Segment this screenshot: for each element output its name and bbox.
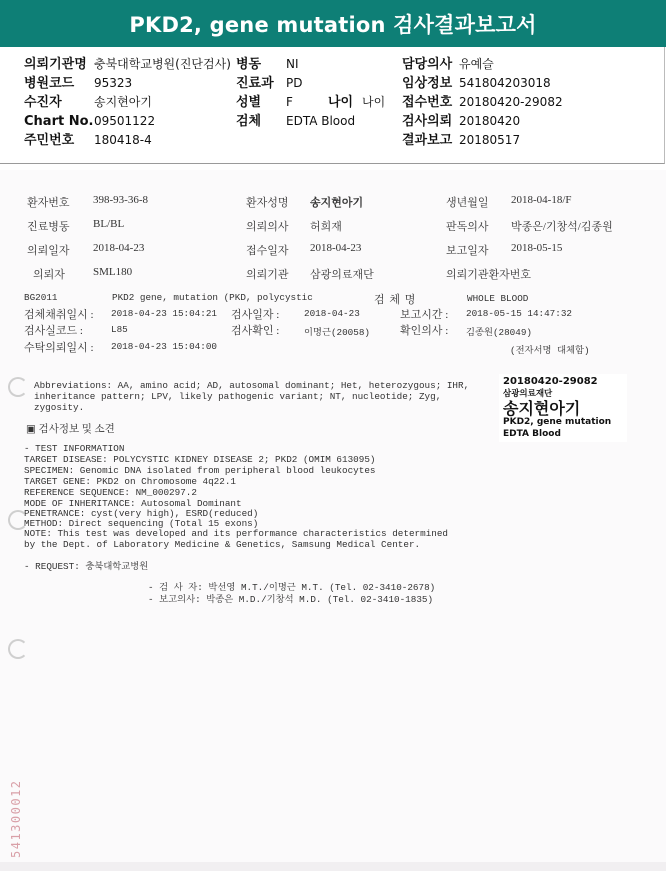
value-confirm-doctor: 김종원(28049) <box>466 327 532 338</box>
grid-value: 398-93-36-8 <box>93 194 148 206</box>
grid-label: 진료병동 <box>27 221 70 233</box>
header-value: PD <box>286 76 303 90</box>
info-line: - TEST INFORMATION <box>24 443 125 454</box>
binder-hole-icon <box>8 377 28 397</box>
header-label: 담당의사 <box>402 57 453 72</box>
grid-label: 환자성명 <box>246 197 289 209</box>
grid-label: 의뢰자 <box>33 269 65 281</box>
label-report-time: 보고시간 : <box>400 309 449 321</box>
header-value: EDTA Blood <box>286 114 356 128</box>
specimen-label: 검 체 명 <box>374 294 417 306</box>
specimen-label-sticker <box>499 374 627 442</box>
info-line: TARGET GENE: PKD2 on Chromosome 4q22.1 <box>24 476 237 487</box>
grid-label: 생년월일 <box>446 197 489 209</box>
grid-value: 박종은/기창석/김종원 <box>511 221 613 233</box>
abbrev-line: inheritance pattern; LPV, likely pathogenic variant; NT, nucleotide; Zyg, <box>34 391 442 402</box>
signer-line: - 검 사 자: 박선영 M.T./이명근 M.T. (Tel. 02-3410-2678) <box>148 582 436 593</box>
header-row-specimen <box>236 112 356 130</box>
label-confirm-doctor: 확인의사 : <box>400 325 449 337</box>
info-line: METHOD: Direct sequencing (Total 15 exons) <box>24 518 259 529</box>
info-line: REFERENCE SEQUENCE: NM_000297.2 <box>24 487 197 498</box>
grid-value: SML180 <box>93 266 133 278</box>
page-bottom-edge <box>0 862 666 871</box>
header-row-request-date <box>402 112 521 130</box>
grid-value: 2018-04-23 <box>310 242 362 254</box>
test-name: PKD2 gene, mutation (PKD, polycystic <box>112 292 313 303</box>
header-row-institution <box>24 55 231 73</box>
header-row-resident-no <box>24 131 152 149</box>
section-title: ▣ 검사정보 및 소견 <box>26 424 115 435</box>
header-label: 병원코드 <box>24 76 75 91</box>
grid-value: BL/BL <box>93 218 125 230</box>
header-row-sex <box>236 93 293 111</box>
header-label: 접수번호 <box>402 95 453 110</box>
header-row-age <box>328 93 386 111</box>
header-label: 진료과 <box>236 76 274 91</box>
specimen-value: WHOLE BLOOD <box>467 293 529 304</box>
value-report-time: 2018-05-15 14:47:32 <box>466 308 573 319</box>
grid-value: 2018-05-15 <box>511 242 563 254</box>
value-collection-time: 2018-04-23 15:04:21 <box>111 308 218 319</box>
grid-label: 의뢰기관환자번호 <box>446 269 532 281</box>
header-label: Chart No. <box>24 114 94 129</box>
header-label: 결과보고 <box>402 133 453 148</box>
value-lab-code: L85 <box>111 324 128 335</box>
esign-note: (전자서명 대체함) <box>510 345 590 356</box>
info-line: NOTE: This test was developed and its performance characteristics determined <box>24 528 449 539</box>
value-test-confirm: 이명근(20058) <box>304 327 370 338</box>
grid-label: 환자번호 <box>27 197 70 209</box>
grid-label: 의뢰기관 <box>246 269 289 281</box>
header-value: 송지현아기 <box>94 95 152 109</box>
grid-value: 삼광의료재단 <box>310 269 374 281</box>
grid-label: 접수일자 <box>246 245 289 257</box>
header-value: 충북대학교병원(진단검사) <box>94 57 231 71</box>
header-value: 20180517 <box>459 133 521 147</box>
header-row-doctor <box>402 55 494 73</box>
header-row-receipt-no <box>402 93 563 111</box>
binder-hole-icon <box>8 639 28 659</box>
sticker-number: 20180420-29082 <box>503 376 598 387</box>
grid-label: 판독의사 <box>446 221 489 233</box>
request-line: - REQUEST: 충북대학교병원 <box>24 561 149 572</box>
grid-value: 2018-04-18/F <box>511 194 572 206</box>
report-header <box>0 47 665 164</box>
value-consign-time: 2018-04-23 15:04:00 <box>111 341 218 352</box>
value-test-date: 2018-04-23 <box>304 308 360 319</box>
sticker-org: 삼광의료재단 <box>503 389 553 399</box>
sticker-name: 송지현아기 <box>503 399 581 418</box>
grid-value: 송지현아기 <box>310 197 364 209</box>
header-value: 20180420-29082 <box>459 95 563 109</box>
header-row-department <box>236 74 303 92</box>
info-line: TARGET DISEASE: POLYCYSTIC KIDNEY DISEASE 2; PKD2 (OMIM 613095) <box>24 454 376 465</box>
grid-value: 허희재 <box>310 221 342 233</box>
sticker-test: PKD2, gene mutation <box>503 417 612 427</box>
header-label: 의뢰기관명 <box>24 57 87 72</box>
abbrev-line: zygosity. <box>34 402 85 413</box>
test-code: BG2011 <box>24 292 58 303</box>
header-row-hospital-code <box>24 74 133 92</box>
grid-label: 의뢰일자 <box>27 245 70 257</box>
header-value: 20180420 <box>459 114 521 128</box>
label-test-date: 검사일자 : <box>231 309 280 321</box>
grid-label: 보고일자 <box>446 245 489 257</box>
header-value: 95323 <box>94 76 133 90</box>
header-value: 541804203018 <box>459 76 551 90</box>
header-label: 성별 <box>236 95 262 110</box>
header-row-report-date <box>402 131 521 149</box>
info-line: PENETRANCE: cyst(very high), ESRD(reduced) <box>24 508 259 519</box>
label-lab-code: 검사실코드 : <box>24 325 83 337</box>
header-row-ward <box>236 55 299 73</box>
label-consign-time: 수탁의뢰일시 : <box>24 342 94 354</box>
header-row-clinical-info <box>402 74 551 92</box>
sticker-specimen: EDTA Blood <box>503 429 561 439</box>
header-row-chart-no <box>24 112 156 130</box>
header-row-patient <box>24 93 152 111</box>
header-value: 180418-4 <box>94 133 152 147</box>
header-value: NI <box>286 57 299 71</box>
grid-value: 2018-04-23 <box>93 242 145 254</box>
header-label: 나이 <box>328 95 354 110</box>
label-test-confirm: 검사확인 : <box>231 325 280 337</box>
info-line: SPECIMEN: Genomic DNA isolated from peripheral blood leukocytes <box>24 465 376 476</box>
report-title: PKD2, gene mutation 검사결과보고서 <box>0 0 666 47</box>
header-value: 09501122 <box>94 114 156 128</box>
info-line: by the Dept. of Laboratory Medicine & Genetics, Samsung Medical Center. <box>24 539 421 550</box>
info-line: MODE OF INHERITANCE: Autosomal Dominant <box>24 498 242 509</box>
header-label: 임상정보 <box>402 76 453 91</box>
side-serial-number: 541300012 <box>9 779 23 858</box>
grid-label: 의뢰의사 <box>246 221 289 233</box>
header-label: 수진자 <box>24 95 62 110</box>
header-label: 검체 <box>236 114 262 129</box>
signer-line: - 보고의사: 박종은 M.D./기창석 M.D. (Tel. 02-3410-1835) <box>148 594 434 605</box>
header-label: 주민번호 <box>24 133 75 148</box>
header-value: F <box>286 95 293 109</box>
label-collection-time: 검체채취일시 : <box>24 309 94 321</box>
header-value: 유예슬 <box>459 57 494 71</box>
header-label: 검사의뢰 <box>402 114 453 129</box>
abbrev-line: Abbreviations: AA, amino acid; AD, autosomal dominant; Het, heterozygous; IHR, <box>34 380 470 391</box>
header-label: 병동 <box>236 57 262 72</box>
header-value: 나이 <box>362 95 386 109</box>
